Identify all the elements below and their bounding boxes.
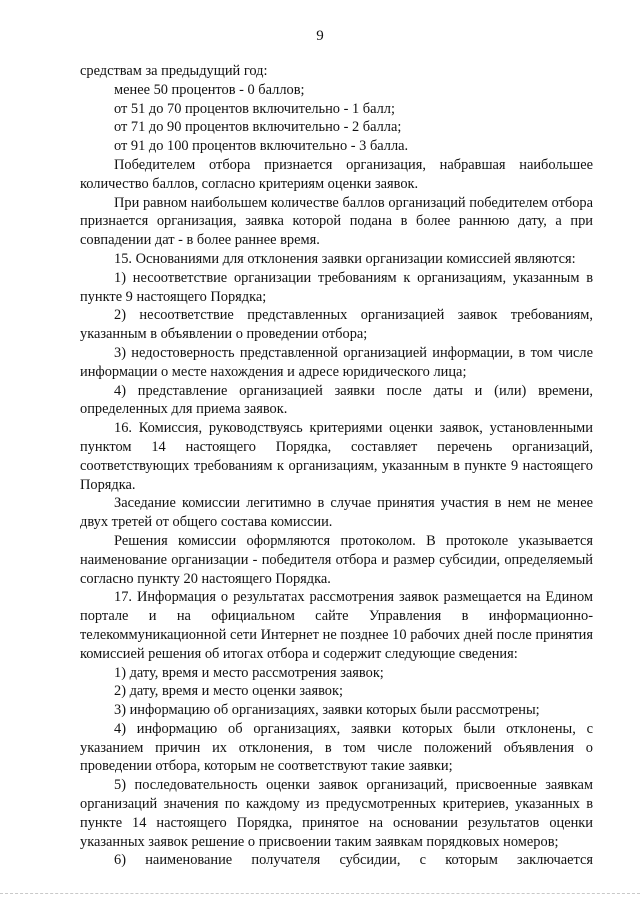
paragraph: Решения комиссии оформляются протоколом. В протоколе указывается наименование организации - победителя отбора и размер субсидии, определяемый согласно пункту 20 настоящего Порядка. [80, 532, 593, 587]
document-body [80, 62, 593, 870]
paragraph: 1) дату, время и место рассмотрения заявок; [114, 664, 384, 681]
paragraph: 6) наименование получателя субсидии, с которым заключается [114, 852, 593, 869]
paragraph: менее 50 процентов - 0 баллов; [114, 81, 305, 98]
paragraph: 4) информацию об организациях, заявки которых были отклонены, с указанием причин их отклонения, в том числе положений объявления о проведении отбора, которым не соответствуют такие заявки; [80, 720, 593, 775]
paragraph: 17. Информация о результатах рассмотрения заявок размещается на Едином портале и на официальном сайте Управления в информационно-телекоммуникационной сети Интернет не позднее 10 рабочих дней после принятия комиссией решения об итогах отбора и содержит следующие сведения: [80, 589, 593, 662]
paragraph: 2) несоответствие представленных организацией заявок требованиям, указанным в объявлении о проведении отбора; [80, 307, 593, 343]
scan-edge-line [0, 893, 640, 895]
paragraph: от 51 до 70 процентов включительно - 1 балл; [114, 100, 395, 117]
paragraph: При равном наибольшем количестве баллов организаций победителем отбора признается организация, заявка которой подана в более раннюю дату, а при совпадении дат - в более раннее время. [80, 194, 593, 249]
paragraph: от 91 до 100 процентов включительно - 3 балла. [114, 138, 409, 155]
page-number: 9 [316, 28, 324, 44]
paragraph: Заседание комиссии легитимно в случае принятия участия в нем не менее двух третей от общего состава комиссии. [80, 495, 593, 531]
paragraph: 15. Основаниями для отклонения заявки организации комиссией являются: [114, 250, 576, 267]
paragraph: 3) недостоверность представленной организацией информации, в том числе информации о месте нахождения и адресе юридического лица; [80, 344, 593, 380]
paragraph: 2) дату, время и место оценки заявок; [114, 683, 343, 700]
paragraph: Победителем отбора признается организация, набравшая наибольшее количество баллов, согласно критериям оценки заявок. [80, 156, 593, 192]
paragraph: 16. Комиссия, руководствуясь критериями оценки заявок, установленными пунктом 14 настоящего Порядка, составляет перечень организаций, соответствующих требованиям к организациям, указанным в пункте 9 настоящего Порядка. [80, 420, 593, 493]
paragraph: 5) последовательность оценки заявок организаций, присвоенные заявкам организаций значения по каждому из предусмотренных критериев, указанных в пункте 14 настоящего Порядка, принятое на основании результатов оценки указанных заявок решение о присвоении таким заявкам порядковых номеров; [80, 777, 593, 850]
paragraph: 1) несоответствие организации требованиям к организациям, указанным в пункте 9 настоящего Порядка; [80, 269, 593, 305]
paragraph: от 71 до 90 процентов включительно - 2 балла; [114, 119, 402, 136]
paragraph: 3) информацию об организациях, заявки которых были рассмотрены; [114, 702, 540, 719]
paragraph: средствам за предыдущий год: [80, 63, 268, 79]
paragraph: 4) представление организацией заявки после даты и (или) времени, определенных для приема заявок. [80, 382, 593, 418]
